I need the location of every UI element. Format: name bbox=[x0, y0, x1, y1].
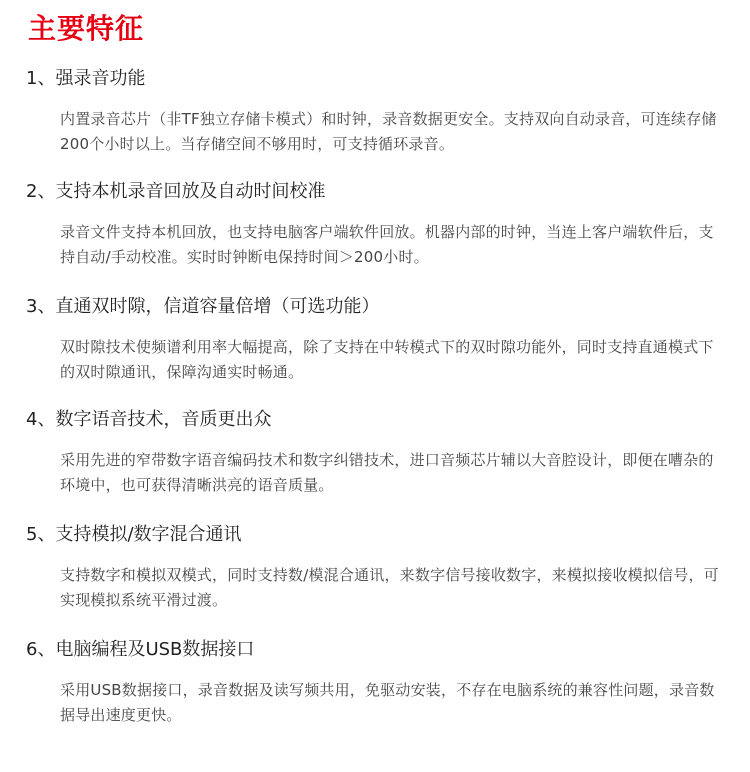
page-title: 主要特征 bbox=[28, 12, 145, 45]
feature-number: 1、 bbox=[26, 68, 56, 89]
feature-number: 4、 bbox=[26, 409, 56, 430]
feature-heading bbox=[26, 294, 726, 320]
feature-description: 内置录音芯片（非TF独立存储卡模式）和时钟，录音数据更安全。支持双向自动录音，可连续存储200个小时以上。当存储空间不够用时，可支持循环录音。 bbox=[60, 110, 717, 153]
feature-title: 支持模拟/数字混合通讯 bbox=[55, 524, 242, 545]
feature-heading bbox=[26, 179, 726, 205]
feature-item bbox=[26, 407, 726, 498]
feature-heading bbox=[26, 637, 726, 663]
feature-title: 强录音功能 bbox=[55, 68, 146, 89]
feature-item bbox=[26, 294, 726, 385]
feature-number: 6、 bbox=[26, 639, 56, 660]
feature-item bbox=[26, 66, 726, 157]
feature-description: 双时隙技术使频谱利用率大幅提高，除了支持在中转模式下的双时隙功能外，同时支持直通模式下的双时隙通讯，保障沟通实时畅通。 bbox=[60, 338, 714, 381]
feature-heading bbox=[26, 522, 726, 548]
feature-description: 支持数字和模拟双模式，同时支持数/模混合通讯，来数字信号接收数字，来模拟接收模拟信号，可实现模拟系统平滑过渡。 bbox=[60, 566, 719, 609]
feature-item bbox=[26, 637, 726, 728]
feature-description: 录音文件支持本机回放，也支持电脑客户端软件回放。机器内部的时钟，当连上客户端软件后，支持自动/手动校准。实时时钟断电保持时间＞200小时。 bbox=[60, 223, 714, 266]
feature-title: 直通双时隙，信道容量倍增（可选功能） bbox=[55, 296, 380, 317]
feature-title: 支持本机录音回放及自动时间校准 bbox=[55, 181, 326, 202]
feature-number: 3、 bbox=[26, 296, 56, 317]
feature-item bbox=[26, 179, 726, 270]
feature-description: 采用USB数据接口，录音数据及读写频共用，免驱动安装，不存在电脑系统的兼容性问题，录音数据导出速度更快。 bbox=[60, 681, 715, 724]
feature-title: 电脑编程及USB数据接口 bbox=[55, 639, 255, 660]
feature-heading bbox=[26, 407, 726, 433]
feature-heading bbox=[26, 66, 726, 92]
feature-number: 5、 bbox=[26, 524, 56, 545]
feature-description: 采用先进的窄带数字语音编码技术和数字纠错技术，进口音频芯片辅以大音腔设计，即便在嘈杂的环境中，也可获得清晰洪亮的语音质量。 bbox=[60, 451, 714, 494]
feature-item bbox=[26, 522, 726, 613]
feature-number: 2、 bbox=[26, 181, 56, 202]
feature-title: 数字语音技术，音质更出众 bbox=[55, 409, 272, 430]
